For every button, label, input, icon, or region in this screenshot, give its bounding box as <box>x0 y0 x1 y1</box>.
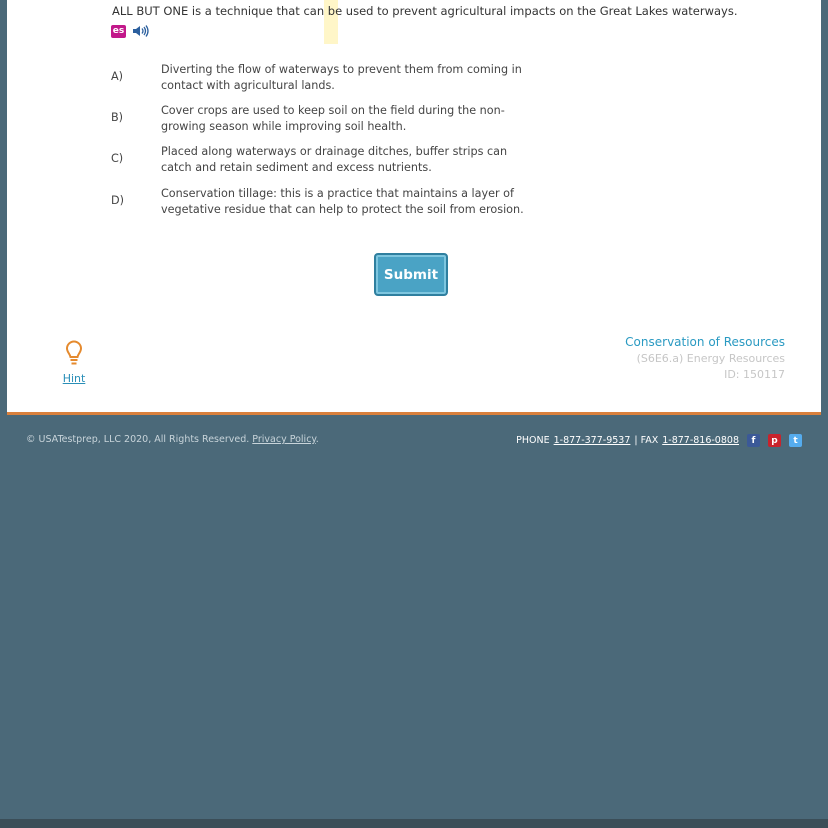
submit-button[interactable]: Submit <box>374 253 448 296</box>
choice-letter: C) <box>111 152 124 165</box>
question-meta <box>625 334 785 383</box>
lightbulb-icon <box>65 340 83 366</box>
fax-link[interactable]: 1-877-816-0808 <box>662 435 739 446</box>
choice-text: Conservation tillage: this is a practice that maintains a layer of vegetative residue that can help to protect the soil from erosion. <box>161 187 524 216</box>
question-tools <box>111 24 150 38</box>
copyright-text: © USATestprep, LLC 2020, All Rights Reserved. <box>26 434 250 445</box>
phone-link[interactable]: 1-877-377-9537 <box>553 435 631 446</box>
speaker-audio-icon[interactable] <box>132 24 150 38</box>
footer-copyright: © USATestprep, LLC 2020, All Rights Reserved. Privacy Policy. <box>26 434 319 445</box>
hint-link[interactable]: Hint <box>62 372 86 385</box>
question-prompt: ALL BUT ONE is a technique that can be used to prevent agricultural impacts on the Great Lakes waterways. <box>112 4 738 18</box>
choice-text: Diverting the flow of waterways to prevent them from coming in contact with agricultural lands. <box>161 63 522 92</box>
question-card <box>7 0 821 415</box>
bottom-bar <box>0 819 828 828</box>
choice-text: Placed along waterways or drainage ditches, buffer strips can catch and retain sediment and excess nutrients. <box>161 145 508 174</box>
pinterest-icon[interactable]: p <box>768 434 781 447</box>
facebook-icon[interactable]: f <box>747 434 760 447</box>
choice-letter: D) <box>111 194 124 207</box>
phone-label: PHONE <box>516 435 550 446</box>
standard-label: (S6E6.a) Energy Resources <box>636 352 785 365</box>
footer-contact <box>516 434 802 447</box>
fax-label: | FAX <box>634 435 659 446</box>
question-id: ID: 150117 <box>724 368 785 381</box>
choice-letter: B) <box>111 111 124 124</box>
spanish-translate-icon[interactable]: es <box>112 25 125 36</box>
privacy-policy-link[interactable]: Privacy Policy <box>252 434 316 445</box>
choice-letter: A) <box>111 70 124 83</box>
topic-title[interactable]: Conservation of Resources <box>625 335 785 349</box>
hint-button[interactable] <box>59 340 89 385</box>
twitter-icon[interactable]: t <box>789 434 802 447</box>
choice-text: Cover crops are used to keep soil on the field during the non-growing season while improving soil health. <box>161 104 505 133</box>
